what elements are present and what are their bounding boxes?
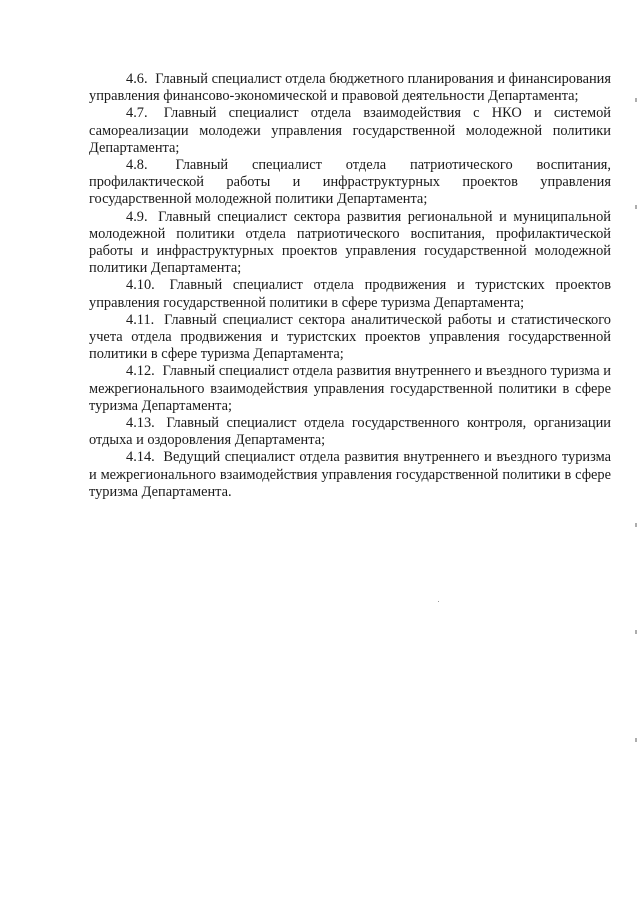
scan-artifact — [635, 205, 637, 209]
item-number: 4.7. — [126, 105, 148, 122]
item-text: Главный специалист отдела патриотического воспитания, профилактической работы и инфраструктурных проектов управления государственной молодежной политики Департамента; — [89, 157, 611, 208]
list-item-4-6 — [89, 71, 611, 105]
list-item-4-7 — [89, 105, 611, 157]
scan-artifact — [635, 523, 637, 527]
item-text: Главный специалист отдела государственного контроля, организации отдыха и оздоровления Департамента; — [89, 415, 611, 449]
item-text: Главный специалист сектора аналитической работы и статистического учета отдела продвижения и туристских проектов управления государственной политики в сфере туризма Департамента; — [89, 311, 611, 363]
list-item-4-10 — [89, 277, 611, 311]
scan-speck — [438, 601, 439, 602]
list-item-4-8 — [89, 157, 611, 209]
item-text: Главный специалист отдела взаимодействия с НКО и системой самореализации молодежи управления государственной молодежной политики Департамента; — [89, 105, 611, 156]
item-text: Главный специалист отдела развития внутреннего и въездного туризма и межрегионального взаимодействия управления государственной политики в сфере туризма Департамента; — [89, 363, 611, 414]
item-number: 4.13. — [126, 415, 155, 432]
scan-artifact — [635, 98, 637, 102]
item-text: Ведущий специалист отдела развития внутреннего и въездного туризма и межрегионального взаимодействия управления государственной политики в сфере туризма Департамента. — [89, 449, 611, 500]
item-number: 4.8. — [126, 157, 148, 174]
list-item-4-14 — [89, 449, 611, 501]
item-text: Главный специалист сектора развития региональной и муниципальной молодежной политики отдела патриотического воспитания, профилактической работы и инфраструктурных проектов управления государственной молодежной политики Департамента; — [89, 208, 611, 277]
list-item-4-13 — [89, 415, 611, 449]
item-number: 4.10. — [126, 277, 155, 294]
list-item-4-11 — [89, 312, 611, 364]
scan-artifact — [635, 630, 637, 634]
item-number: 4.11. — [126, 311, 155, 328]
document-body — [89, 71, 611, 501]
item-number: 4.6. — [126, 71, 148, 87]
item-number: 4.9. — [126, 208, 148, 225]
list-item-4-9 — [89, 209, 611, 278]
scan-artifact — [635, 738, 637, 742]
item-number: 4.12. — [126, 363, 155, 380]
item-text: Главный специалист отдела продвижения и туристских проектов управления государственной политики в сфере туризма Департамента; — [89, 277, 611, 311]
list-item-4-12 — [89, 363, 611, 415]
item-text: Главный специалист отдела бюджетного планирования и финансирования управления финансово-экономической и правовой деятельности Департамента; — [89, 71, 611, 105]
item-number: 4.14. — [126, 449, 155, 466]
